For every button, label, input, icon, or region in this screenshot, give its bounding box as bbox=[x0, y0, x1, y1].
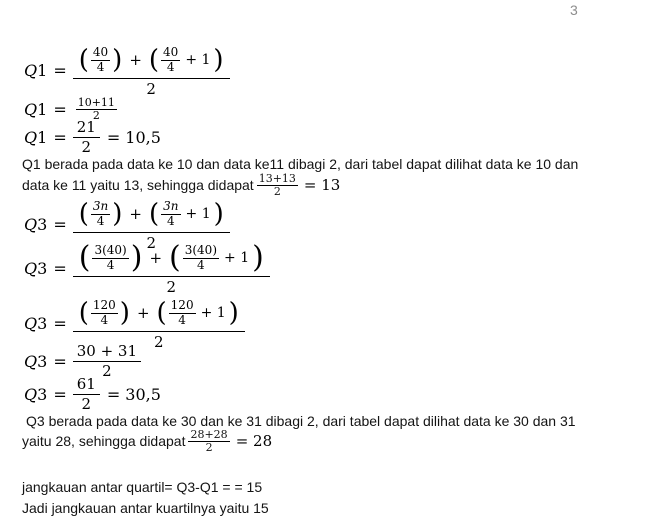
plus-one-term: + 1 bbox=[200, 305, 226, 322]
plus-one-term: + 1 bbox=[185, 52, 211, 69]
formula-lhs: Q1 bbox=[24, 100, 48, 120]
nested-numerator: 3(40) bbox=[94, 243, 127, 257]
display-fraction bbox=[73, 242, 270, 296]
result-text: = 13 bbox=[303, 176, 341, 195]
nested-numerator: 120 bbox=[92, 298, 116, 312]
interquartile-range-line: jangkauan antar quartil= Q3-Q1 = = 15 bbox=[22, 479, 263, 495]
fraction bbox=[73, 376, 100, 412]
q1-note-line1: Q1 berada pada data ke 10 dan data ke11 dibagi 2, dari tabel dapat dilihat data ke 10 dan bbox=[22, 156, 579, 172]
formula-lhs: Q3 bbox=[24, 351, 48, 371]
nested-denominator: 4 bbox=[96, 213, 105, 228]
nested-numerator: 3(40) bbox=[184, 243, 218, 257]
nested-numerator: 3n bbox=[163, 199, 179, 213]
fraction-denominator: 2 bbox=[102, 361, 112, 380]
nested-denominator: 4 bbox=[96, 59, 105, 74]
inline-fraction bbox=[188, 429, 229, 454]
equals-sign: = bbox=[53, 100, 67, 120]
fraction-numerator: 61 bbox=[73, 376, 100, 395]
fraction-denominator: 2 bbox=[81, 394, 92, 413]
equals-sign: = bbox=[53, 314, 67, 334]
formula-q3-step5 bbox=[24, 376, 161, 412]
formula-lhs: Q1 bbox=[24, 127, 48, 147]
numerator: ( $\frac{40}{4}$ ) + ( $\frac{40}{4}$ + 1 ) bbox=[73, 44, 230, 79]
inline-fraction bbox=[257, 173, 298, 198]
nested-fraction bbox=[161, 46, 180, 75]
note-text: data ke 11 yaitu 13, sehingga didapat bbox=[22, 177, 254, 194]
plus-one-term: + 1 bbox=[224, 250, 250, 267]
numerator: ( $\frac{3n}{4}$ ) + ( $\frac{3n}{4}$ + 1 ) bbox=[73, 198, 230, 233]
plus-sign: + bbox=[129, 205, 142, 224]
equals-sign: = bbox=[53, 384, 67, 404]
formula-q1-step1 bbox=[24, 44, 230, 98]
conclusion-line: Jadi jangkauan antar kuartilnya yaitu 15 bbox=[22, 500, 269, 516]
formula-lhs: Q3 bbox=[24, 384, 48, 404]
fraction-numerator: 21 bbox=[73, 119, 100, 138]
q1-note-line2 bbox=[22, 173, 340, 198]
nested-numerator: 40 bbox=[163, 45, 179, 59]
denominator: 2 bbox=[146, 233, 157, 252]
nested-numerator: 40 bbox=[92, 45, 109, 59]
formula-q3-step2 bbox=[24, 242, 270, 296]
fraction-denominator: 2 bbox=[273, 185, 281, 199]
nested-numerator: 3n bbox=[92, 199, 109, 213]
nested-denominator: 4 bbox=[178, 312, 186, 327]
equals-sign: = bbox=[53, 215, 67, 235]
nested-fraction bbox=[92, 244, 128, 273]
numerator: ( $\frac{120}{4}$ ) + ( $\frac{120}{4}$ + 1 ) bbox=[73, 297, 245, 332]
denominator: 2 bbox=[166, 277, 177, 296]
page-number: 3 bbox=[570, 2, 578, 18]
nested-fraction bbox=[91, 46, 110, 75]
plus-one-term: + 1 bbox=[185, 206, 211, 223]
nested-fraction bbox=[183, 244, 219, 273]
result-text: = 30,5 bbox=[106, 384, 161, 404]
nested-denominator: 4 bbox=[100, 312, 109, 327]
equals-sign: = bbox=[53, 351, 67, 371]
nested-fraction bbox=[91, 200, 110, 229]
numerator: ( $\frac{3(40)}{4}$ ) + ( $\frac{3(40)}{4}$ + 1 ) bbox=[73, 242, 270, 277]
result-text: = 10,5 bbox=[106, 127, 161, 147]
display-fraction bbox=[73, 44, 230, 98]
plus-sign: + bbox=[149, 249, 163, 268]
fraction-numerator: 13+13 bbox=[258, 172, 296, 185]
denominator: 2 bbox=[146, 79, 156, 98]
equals-sign: = bbox=[53, 127, 67, 147]
nested-denominator: 4 bbox=[197, 257, 205, 272]
fraction-numerator: 30 + 31 bbox=[73, 343, 141, 362]
fraction bbox=[73, 119, 100, 155]
nested-fraction bbox=[169, 299, 196, 328]
nested-fraction bbox=[161, 200, 180, 229]
result-text: = 28 bbox=[235, 432, 273, 451]
nested-numerator: 120 bbox=[170, 298, 194, 312]
fraction-numerator: 10+11 bbox=[77, 96, 115, 109]
nested-denominator: 4 bbox=[106, 257, 115, 272]
note-text: yaitu 28, sehingga didapat bbox=[22, 433, 186, 450]
nested-denominator: 4 bbox=[167, 213, 175, 228]
nested-fraction bbox=[91, 299, 118, 328]
formula-lhs: Q3 bbox=[24, 259, 48, 279]
fraction-numerator: 28+28 bbox=[190, 428, 228, 441]
equals-sign: = bbox=[53, 61, 67, 81]
formula-q1-step3 bbox=[24, 119, 161, 155]
formula-lhs: Q1 bbox=[24, 61, 48, 81]
fraction bbox=[73, 343, 141, 379]
q3-note-line2 bbox=[22, 429, 272, 454]
equals-sign: = bbox=[53, 259, 67, 279]
fraction-denominator: 2 bbox=[92, 109, 100, 123]
fraction-denominator: 2 bbox=[205, 441, 213, 455]
plus-sign: + bbox=[129, 51, 142, 70]
formula-lhs: Q3 bbox=[24, 215, 48, 235]
nested-denominator: 4 bbox=[166, 59, 175, 74]
denominator: 2 bbox=[154, 332, 164, 351]
q3-note-line1: Q3 berada pada data ke 30 dan ke 31 dibagi 2, dari tabel dapat dilihat data ke 30 dan 31 bbox=[26, 413, 576, 429]
fraction-denominator: 2 bbox=[81, 137, 92, 156]
formula-lhs: Q3 bbox=[24, 314, 48, 334]
formula-q3-step4 bbox=[24, 343, 141, 379]
plus-sign: + bbox=[136, 304, 150, 323]
